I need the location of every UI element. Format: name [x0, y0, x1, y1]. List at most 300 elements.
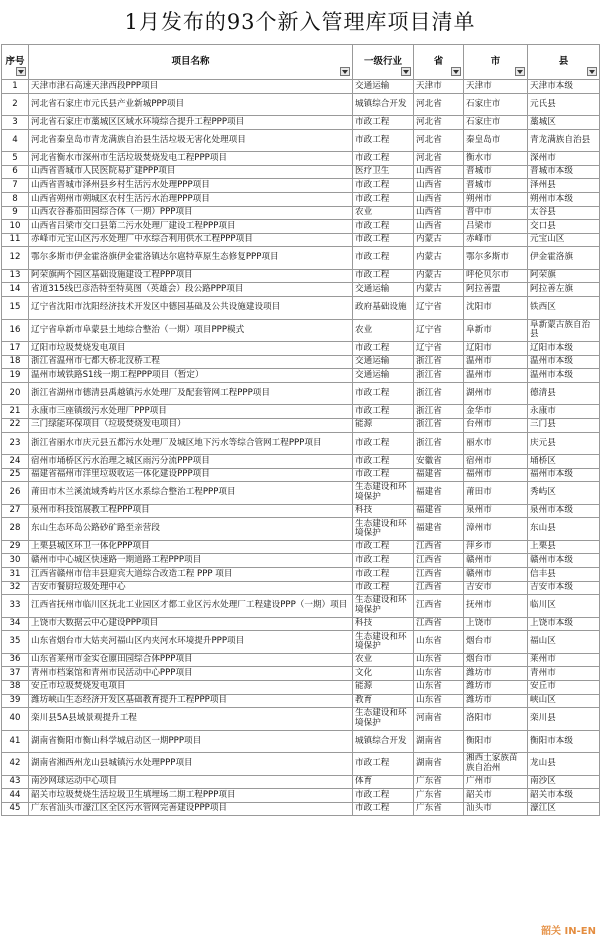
cell-county: 衡阳市本级 [528, 730, 600, 753]
filter-dropdown-icon[interactable] [515, 67, 525, 76]
cell-index: 31 [2, 567, 29, 581]
cell-county: 上栗县 [528, 540, 600, 554]
cell-province: 江西省 [414, 540, 464, 554]
cell-industry: 市政工程 [353, 220, 414, 234]
cell-index: 23 [2, 432, 29, 455]
cell-county: 泽州县 [528, 179, 600, 193]
cell-index: 34 [2, 617, 29, 631]
table-row [2, 455, 600, 469]
cell-project-name: 山西农谷番茄田园综合体（一期）PPP项目 [29, 206, 353, 220]
cell-city: 晋中市 [464, 206, 528, 220]
filter-dropdown-icon[interactable] [16, 67, 26, 76]
cell-county: 庆元县 [528, 432, 600, 455]
cell-project-name: 浙江省温州市七都大桥北汊桥工程 [29, 355, 353, 369]
cell-industry: 市政工程 [353, 789, 414, 803]
cell-index: 13 [2, 269, 29, 283]
cell-industry: 市政工程 [353, 269, 414, 283]
cell-province: 浙江省 [414, 405, 464, 419]
cell-province: 湖南省 [414, 753, 464, 776]
cell-project-name: 鄂尔多斯市伊金霍洛旗伊金霍洛镇达尔扈特草原生态修复PPP项目 [29, 247, 353, 270]
table-row [2, 631, 600, 654]
cell-index: 29 [2, 540, 29, 554]
cell-city: 石家庄市 [464, 116, 528, 130]
cell-project-name: 温州市域铁路S1线一期工程PPP项目（暂定） [29, 369, 353, 383]
table-row [2, 152, 600, 166]
cell-province: 辽宁省 [414, 342, 464, 356]
cell-project-name: 河北省秦皇岛市青龙满族自治县生活垃圾无害化处理项目 [29, 129, 353, 152]
cell-city: 泉州市 [464, 504, 528, 518]
cell-city: 洛阳市 [464, 708, 528, 731]
filter-dropdown-icon[interactable] [340, 67, 350, 76]
table-row [2, 432, 600, 455]
cell-index: 35 [2, 631, 29, 654]
cell-city: 石家庄市 [464, 93, 528, 116]
table-row [2, 206, 600, 220]
cell-project-name: 栾川县5A县域景观提升工程 [29, 708, 353, 731]
cell-project-name: 青州市档案馆和青州市民活动中心PPP项目 [29, 667, 353, 681]
cell-index: 5 [2, 152, 29, 166]
cell-index: 19 [2, 369, 29, 383]
cell-industry: 农业 [353, 653, 414, 667]
cell-index: 38 [2, 680, 29, 694]
cell-city: 赣州市 [464, 554, 528, 568]
cell-industry: 市政工程 [353, 554, 414, 568]
cell-industry: 市政工程 [353, 233, 414, 247]
table-row [2, 220, 600, 234]
cell-project-name: 上栗县城区环卫一体化PPP项目 [29, 540, 353, 554]
cell-industry: 医疗卫生 [353, 165, 414, 179]
cell-index: 20 [2, 382, 29, 405]
cell-province: 福建省 [414, 518, 464, 541]
cell-project-name: 天津市津石高速天津西段PPP项目 [29, 80, 353, 94]
cell-project-name: 湖南省衡阳市衡山科学城启动区一期PPP项目 [29, 730, 353, 753]
cell-project-name: 河北省石家庄市藁城区区域水环境综合提升工程PPP项目 [29, 116, 353, 130]
table-row [2, 581, 600, 595]
cell-index: 43 [2, 775, 29, 789]
cell-project-name: 东山生态环岛公路砂矿路至亲营段 [29, 518, 353, 541]
cell-city: 朔州市 [464, 192, 528, 206]
cell-county: 阿荣旗 [528, 269, 600, 283]
cell-city: 韶关市 [464, 789, 528, 803]
table-row [2, 369, 600, 383]
table-row [2, 233, 600, 247]
table-row [2, 789, 600, 803]
cell-province: 广东省 [414, 802, 464, 816]
table-row [2, 482, 600, 505]
cell-city: 天津市 [464, 80, 528, 94]
cell-project-name: 辽阳市垃圾焚烧发电项目 [29, 342, 353, 356]
cell-industry: 生态建设和环境保护 [353, 631, 414, 654]
cell-province: 山西省 [414, 179, 464, 193]
cell-industry: 能源 [353, 418, 414, 432]
cell-county: 天津市本级 [528, 80, 600, 94]
cell-province: 广东省 [414, 789, 464, 803]
cell-province: 天津市 [414, 80, 464, 94]
cell-industry: 市政工程 [353, 342, 414, 356]
cell-city: 湘西土家族苗族自治州 [464, 753, 528, 776]
filter-dropdown-icon[interactable] [451, 67, 461, 76]
cell-county: 温州市本级 [528, 355, 600, 369]
cell-city: 衡水市 [464, 152, 528, 166]
cell-project-name: 河北省衡水市深州市生活垃圾焚烧发电工程PPP项目 [29, 152, 353, 166]
cell-project-name: 吉安市餐厨垃圾处理中心 [29, 581, 353, 595]
cell-county: 赣州市本级 [528, 554, 600, 568]
cell-industry: 能源 [353, 680, 414, 694]
cell-industry: 市政工程 [353, 129, 414, 152]
cell-province: 山西省 [414, 165, 464, 179]
filter-dropdown-icon[interactable] [401, 67, 411, 76]
cell-county: 栾川县 [528, 708, 600, 731]
cell-project-name: 山西省吕梁市交口县第二污水处理厂建设工程PPP项目 [29, 220, 353, 234]
cell-county: 临川区 [528, 595, 600, 618]
cell-province: 山东省 [414, 653, 464, 667]
cell-project-name: 潍坊峡山生态经济开发区基础教育提升工程PPP项目 [29, 694, 353, 708]
cell-county: 吉安市本级 [528, 581, 600, 595]
col-header-county[interactable]: 县 [528, 45, 600, 80]
table-row [2, 694, 600, 708]
cell-industry: 市政工程 [353, 468, 414, 482]
cell-city: 鄂尔多斯市 [464, 247, 528, 270]
cell-city: 赣州市 [464, 567, 528, 581]
cell-project-name: 湖南省湘西州龙山县城镇污水处理PPP项目 [29, 753, 353, 776]
cell-county: 秀屿区 [528, 482, 600, 505]
cell-index: 21 [2, 405, 29, 419]
cell-index: 37 [2, 667, 29, 681]
table-row [2, 319, 600, 342]
cell-city: 秦皇岛市 [464, 129, 528, 152]
table-row [2, 179, 600, 193]
cell-province: 广东省 [414, 775, 464, 789]
table-row [2, 405, 600, 419]
table-row [2, 753, 600, 776]
table-row [2, 192, 600, 206]
cell-index: 45 [2, 802, 29, 816]
table-row [2, 667, 600, 681]
cell-index: 4 [2, 129, 29, 152]
cell-index: 27 [2, 504, 29, 518]
cell-project-name: 阿荣旗两个园区基础设施建设工程PPP项目 [29, 269, 353, 283]
watermark-logo: 韶关 IN-EN [541, 926, 596, 937]
table-row [2, 382, 600, 405]
cell-index: 6 [2, 165, 29, 179]
cell-industry: 市政工程 [353, 405, 414, 419]
cell-province: 浙江省 [414, 355, 464, 369]
cell-city: 烟台市 [464, 631, 528, 654]
cell-province: 山东省 [414, 680, 464, 694]
cell-city: 温州市 [464, 369, 528, 383]
cell-county: 安丘市 [528, 680, 600, 694]
cell-city: 烟台市 [464, 653, 528, 667]
cell-city: 赤峰市 [464, 233, 528, 247]
cell-index: 9 [2, 206, 29, 220]
cell-index: 42 [2, 753, 29, 776]
cell-project-name: 省道315线巴彦浩特至特莫图（英雄会）段公路PPP项目 [29, 283, 353, 297]
cell-project-name: 韶关市垃圾焚烧生活垃圾卫生填埋场二期工程PPP项目 [29, 789, 353, 803]
table-row [2, 653, 600, 667]
cell-province: 浙江省 [414, 382, 464, 405]
cell-index: 15 [2, 297, 29, 320]
cell-industry: 市政工程 [353, 753, 414, 776]
cell-index: 24 [2, 455, 29, 469]
cell-project-name: 广东省汕头市濠江区全区污水管网完善建设PPP项目 [29, 802, 353, 816]
cell-index: 11 [2, 233, 29, 247]
cell-province: 山东省 [414, 694, 464, 708]
table-row [2, 540, 600, 554]
cell-province: 山东省 [414, 631, 464, 654]
cell-province: 山东省 [414, 667, 464, 681]
cell-province: 河北省 [414, 129, 464, 152]
cell-industry: 教育 [353, 694, 414, 708]
cell-industry: 科技 [353, 617, 414, 631]
table-row [2, 680, 600, 694]
cell-industry: 文化 [353, 667, 414, 681]
table-row [2, 775, 600, 789]
table-row [2, 595, 600, 618]
cell-industry: 交通运输 [353, 283, 414, 297]
cell-province: 浙江省 [414, 369, 464, 383]
table-row [2, 730, 600, 753]
col-header-index[interactable]: 序号 [2, 45, 29, 80]
cell-county: 永康市 [528, 405, 600, 419]
cell-county: 伊金霍洛旗 [528, 247, 600, 270]
cell-city: 漳州市 [464, 518, 528, 541]
cell-city: 吉安市 [464, 581, 528, 595]
cell-province: 辽宁省 [414, 319, 464, 342]
cell-project-name: 山东省莱州市金实仓廪田园综合体PPP项目 [29, 653, 353, 667]
cell-city: 金华市 [464, 405, 528, 419]
cell-province: 山西省 [414, 220, 464, 234]
cell-industry: 交通运输 [353, 355, 414, 369]
cell-project-name: 江西省抚州市临川区抚北工业园区才都工业区污水处理厂工程建设PPP（一期）项目 [29, 595, 353, 618]
cell-index: 8 [2, 192, 29, 206]
col-header-province[interactable]: 省 [414, 45, 464, 80]
cell-province: 内蒙古 [414, 283, 464, 297]
cell-city: 温州市 [464, 355, 528, 369]
table-row [2, 269, 600, 283]
cell-project-name: 赣州市中心城区快速路一期道路工程PPP项目 [29, 554, 353, 568]
cell-industry: 市政工程 [353, 455, 414, 469]
cell-province: 内蒙古 [414, 247, 464, 270]
cell-city: 湖州市 [464, 382, 528, 405]
cell-index: 36 [2, 653, 29, 667]
cell-industry: 生态建设和环境保护 [353, 708, 414, 731]
cell-province: 河北省 [414, 116, 464, 130]
cell-city: 萍乡市 [464, 540, 528, 554]
col-header-industry[interactable]: 一级行业 [353, 45, 414, 80]
cell-industry: 市政工程 [353, 192, 414, 206]
cell-county: 德清县 [528, 382, 600, 405]
table-row [2, 165, 600, 179]
cell-index: 1 [2, 80, 29, 94]
cell-city: 潍坊市 [464, 667, 528, 681]
cell-county: 晋城市本级 [528, 165, 600, 179]
cell-city: 衡阳市 [464, 730, 528, 753]
cell-province: 福建省 [414, 504, 464, 518]
cell-province: 辽宁省 [414, 297, 464, 320]
cell-city: 阿拉善盟 [464, 283, 528, 297]
cell-county: 龙山县 [528, 753, 600, 776]
cell-project-name: 永康市三座镇级污水处理厂PPP项目 [29, 405, 353, 419]
cell-project-name: 辽宁省沈阳市沈阳经济技术开发区中德园基础及公共设施建设项目 [29, 297, 353, 320]
cell-project-name: 江西省赣州市信丰县迎宾大道综合改造工程 PPP 项目 [29, 567, 353, 581]
cell-county: 泉州市本级 [528, 504, 600, 518]
cell-industry: 市政工程 [353, 152, 414, 166]
cell-city: 汕头市 [464, 802, 528, 816]
cell-index: 44 [2, 789, 29, 803]
cell-industry: 市政工程 [353, 116, 414, 130]
cell-industry: 城镇综合开发 [353, 730, 414, 753]
cell-county: 峡山区 [528, 694, 600, 708]
cell-county: 藁城区 [528, 116, 600, 130]
cell-province: 山西省 [414, 192, 464, 206]
table-row [2, 80, 600, 94]
cell-province: 浙江省 [414, 432, 464, 455]
cell-index: 17 [2, 342, 29, 356]
cell-province: 福建省 [414, 482, 464, 505]
cell-city: 晋城市 [464, 179, 528, 193]
cell-county: 元氏县 [528, 93, 600, 116]
cell-county: 上饶市本级 [528, 617, 600, 631]
cell-county: 深州市 [528, 152, 600, 166]
cell-county: 交口县 [528, 220, 600, 234]
cell-province: 江西省 [414, 567, 464, 581]
cell-project-name: 浙江省丽水市庆元县五都污水处理厂及城区地下污水等综合管网工程PPP项目 [29, 432, 353, 455]
cell-county: 韶关市本级 [528, 789, 600, 803]
cell-county: 青龙满族自治县 [528, 129, 600, 152]
cell-county: 铁西区 [528, 297, 600, 320]
cell-industry: 城镇综合开发 [353, 93, 414, 116]
table-row [2, 504, 600, 518]
table-row [2, 283, 600, 297]
cell-industry: 生态建设和环境保护 [353, 595, 414, 618]
table-row [2, 518, 600, 541]
page-title: 1月发布的93个新入管理库项目清单 [124, 10, 476, 34]
cell-county: 青州市 [528, 667, 600, 681]
cell-industry: 市政工程 [353, 581, 414, 595]
cell-project-name: 河北省石家庄市元氏县产业新城PPP项目 [29, 93, 353, 116]
cell-province: 河南省 [414, 708, 464, 731]
cell-index: 16 [2, 319, 29, 342]
cell-province: 江西省 [414, 554, 464, 568]
cell-province: 内蒙古 [414, 269, 464, 283]
cell-county: 南沙区 [528, 775, 600, 789]
col-header-city[interactable]: 市 [464, 45, 528, 80]
cell-city: 呼伦贝尔市 [464, 269, 528, 283]
cell-county: 阜新蒙古族自治县 [528, 319, 600, 342]
cell-industry: 交通运输 [353, 80, 414, 94]
cell-project-name: 赤峰市元宝山区污水处理厂中水综合利用供水工程PPP项目 [29, 233, 353, 247]
cell-index: 25 [2, 468, 29, 482]
table-row [2, 802, 600, 816]
cell-index: 14 [2, 283, 29, 297]
cell-industry: 市政工程 [353, 802, 414, 816]
cell-county: 莱州市 [528, 653, 600, 667]
cell-industry: 市政工程 [353, 540, 414, 554]
cell-project-name: 山西省朔州市朔城区农村生活污水治理PPP项目 [29, 192, 353, 206]
cell-city: 上饶市 [464, 617, 528, 631]
cell-project-name: 福建省福州市洋里垃圾收运一体化建设PPP项目 [29, 468, 353, 482]
table-row [2, 116, 600, 130]
cell-county: 信丰县 [528, 567, 600, 581]
cell-industry: 市政工程 [353, 179, 414, 193]
cell-index: 32 [2, 581, 29, 595]
cell-index: 30 [2, 554, 29, 568]
table-row [2, 355, 600, 369]
cell-province: 河北省 [414, 152, 464, 166]
cell-industry: 农业 [353, 319, 414, 342]
cell-index: 12 [2, 247, 29, 270]
cell-city: 沈阳市 [464, 297, 528, 320]
cell-county: 太谷县 [528, 206, 600, 220]
cell-index: 22 [2, 418, 29, 432]
table-row [2, 297, 600, 320]
cell-project-name: 三门绿能环保项目（垃圾焚烧发电项目） [29, 418, 353, 432]
cell-county: 福州市本级 [528, 468, 600, 482]
cell-city: 潍坊市 [464, 694, 528, 708]
cell-project-name: 浙江省湖州市德清县禹越镇污水处理厂及配套管网工程PPP项目 [29, 382, 353, 405]
cell-city: 吕梁市 [464, 220, 528, 234]
cell-industry: 体育 [353, 775, 414, 789]
table-row [2, 617, 600, 631]
cell-city: 晋城市 [464, 165, 528, 179]
cell-county: 埇桥区 [528, 455, 600, 469]
cell-index: 28 [2, 518, 29, 541]
cell-city: 莆田市 [464, 482, 528, 505]
cell-project-name: 上饶市大数据云中心建设PPP项目 [29, 617, 353, 631]
cell-city: 福州市 [464, 468, 528, 482]
cell-province: 湖南省 [414, 730, 464, 753]
col-header-name[interactable]: 项目名称 [29, 45, 353, 80]
cell-city: 台州市 [464, 418, 528, 432]
header-row [2, 45, 600, 80]
cell-project-name: 泉州市科技馆展教工程PPP项目 [29, 504, 353, 518]
table-row [2, 129, 600, 152]
cell-city: 抚州市 [464, 595, 528, 618]
cell-index: 41 [2, 730, 29, 753]
cell-index: 3 [2, 116, 29, 130]
table-row [2, 418, 600, 432]
filter-dropdown-icon[interactable] [587, 67, 597, 76]
table-row [2, 554, 600, 568]
cell-county: 阿拉善左旗 [528, 283, 600, 297]
cell-index: 7 [2, 179, 29, 193]
cell-industry: 生态建设和环境保护 [353, 518, 414, 541]
cell-county: 福山区 [528, 631, 600, 654]
cell-project-name: 安丘市垃圾焚烧发电项目 [29, 680, 353, 694]
cell-county: 朔州市本级 [528, 192, 600, 206]
cell-industry: 市政工程 [353, 432, 414, 455]
cell-province: 江西省 [414, 595, 464, 618]
cell-province: 河北省 [414, 93, 464, 116]
cell-county: 元宝山区 [528, 233, 600, 247]
cell-industry: 交通运输 [353, 369, 414, 383]
cell-index: 18 [2, 355, 29, 369]
cell-county: 温州市本级 [528, 369, 600, 383]
cell-province: 江西省 [414, 617, 464, 631]
table-body [2, 80, 600, 816]
cell-index: 2 [2, 93, 29, 116]
cell-province: 浙江省 [414, 418, 464, 432]
cell-project-name: 南沙网球运动中心项目 [29, 775, 353, 789]
cell-city: 宿州市 [464, 455, 528, 469]
cell-county: 辽阳市本级 [528, 342, 600, 356]
cell-project-name: 宿州市埇桥区污水治理之城区雨污分流PPP项目 [29, 455, 353, 469]
cell-index: 26 [2, 482, 29, 505]
cell-index: 39 [2, 694, 29, 708]
cell-industry: 政府基础设施 [353, 297, 414, 320]
cell-index: 10 [2, 220, 29, 234]
cell-project-name: 山西省晋城市泽州县乡村生活污水处理PPP项目 [29, 179, 353, 193]
